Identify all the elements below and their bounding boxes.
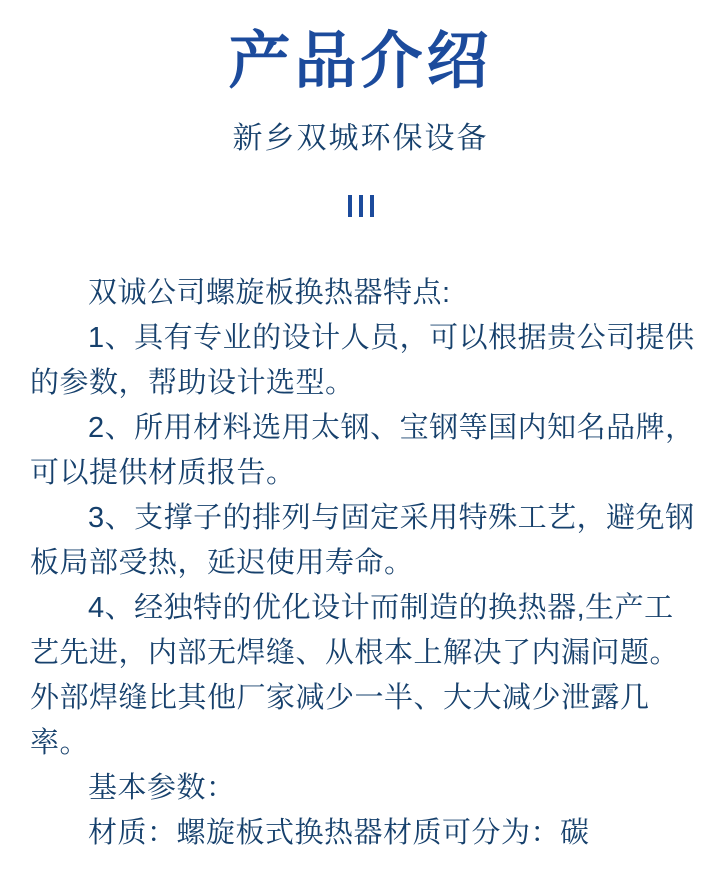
paragraph-feature-2: 2、所用材料选用太钢、宝钢等国内知名品牌，可以提供材质报告。 [30, 412, 695, 490]
paragraph-feature-4: 4、经独特的优化设计而制造的换热器,生产工艺先进，内部无焊缝、从根本上解决了内漏问题。外部焊缝比其他厂家减少一半、大大减少泄露几率。 [30, 591, 680, 759]
page-header [0, 0, 721, 217]
paragraph-heading-features: 双诚公司螺旋板换热器特点: [88, 277, 451, 310]
three-bars-divider-icon [0, 187, 721, 217]
body-content [0, 271, 721, 855]
paragraph-feature-1: 1、具有专业的设计人员，可以根据贵公司提供的参数，帮助设计选型。 [30, 322, 695, 400]
paragraph-heading-basic-params: 基本参数： [88, 771, 236, 804]
divider-bar-2 [359, 195, 363, 217]
page-subtitle: 新乡双城环保设备 [232, 122, 489, 156]
divider-bar-1 [348, 195, 352, 217]
divider-bar-3 [370, 195, 374, 217]
paragraph-material: 材质：螺旋板式换热器材质可分为：碳 [88, 816, 590, 849]
paragraph-feature-3: 3、支撑子的排列与固定采用特殊工艺，避免钢板局部受热，延迟使用寿命。 [30, 501, 695, 579]
page-title: 产品介绍 [228, 27, 493, 96]
